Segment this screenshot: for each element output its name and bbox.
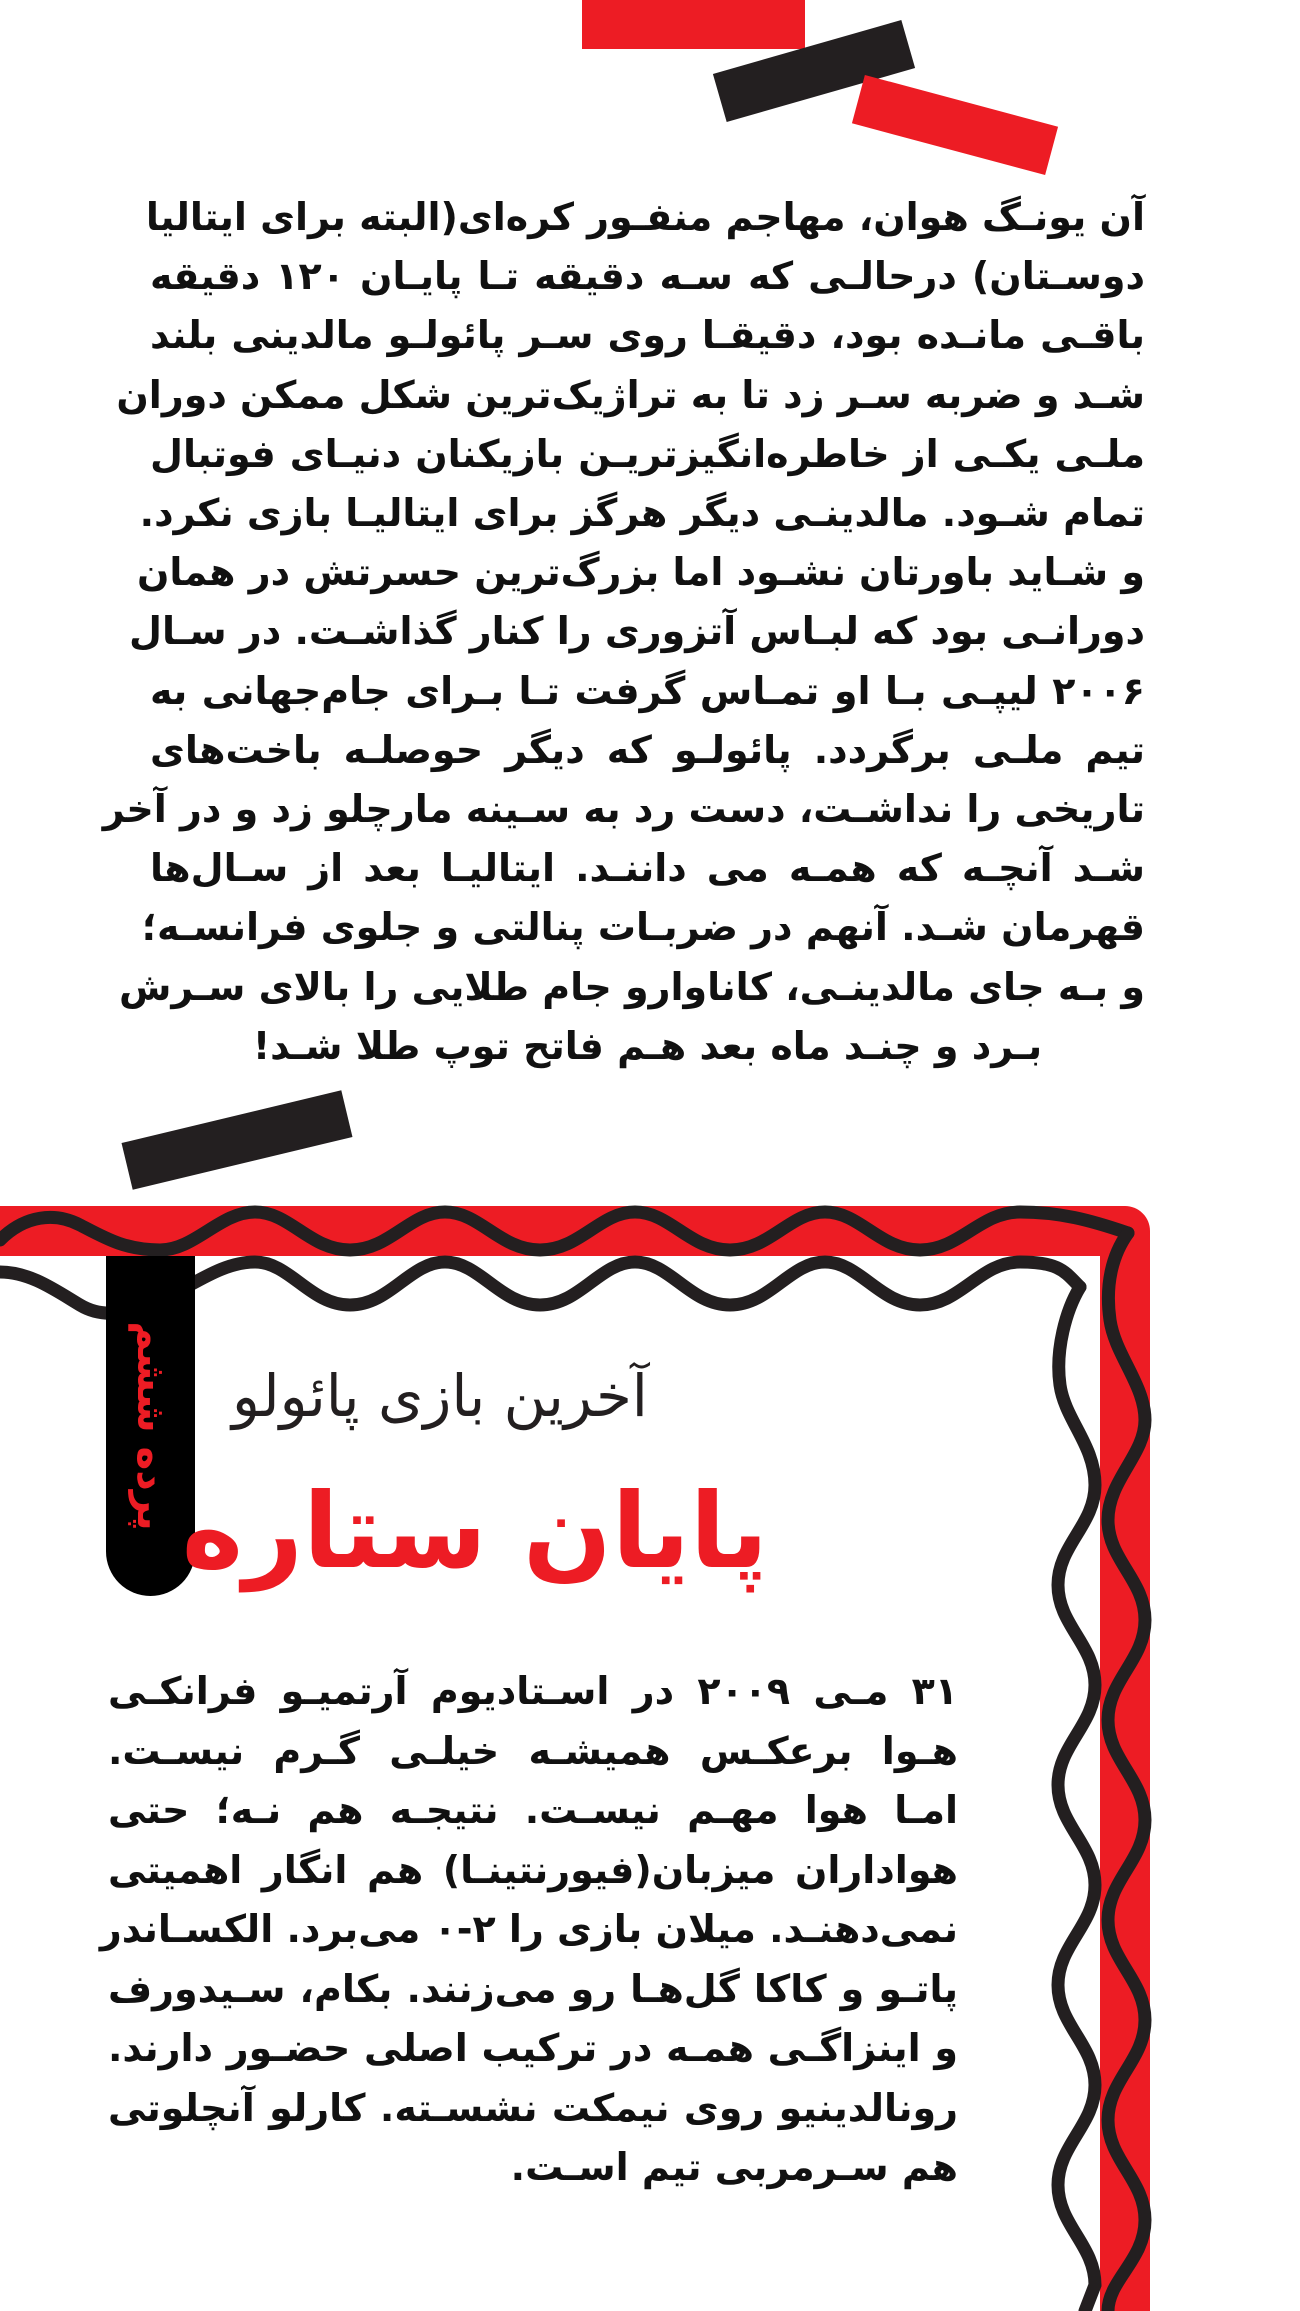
intro-line: تاریخی را نداشـت، دست رد به سـینه مارچلو زد و در آخر [102, 787, 1145, 832]
intro-line: آن یونـگ هوان، مهاجم منفـور کره‌ای(البته برای ایتالیا [145, 195, 1145, 239]
intro-line: دوسـتان) درحالـی که سـه دقیقه تـا پایـان ۱۲۰ دقیقه [150, 254, 1145, 299]
red-rectangle-decoration [582, 0, 805, 49]
black-slanted-bar-decoration [122, 1090, 353, 1189]
intro-line: باقـی مانـده بود، دقیقـا روی سـر پائولـو مالدینی بلند [150, 313, 1145, 358]
intro-line: قهرمان شـد. آنهم در ضربـات پنالتی و جلوی فرانسـه؛ [141, 905, 1145, 950]
intro-line: و بـه جای مالدینـی، کاناوارو جام طلایی را بالای سـرش [118, 964, 1145, 1009]
body-line: و اینزاگـی همـه در ترکیب اصلی حضـور دارند. [108, 2026, 958, 2070]
intro-line: شـد و ضربه سـر زد تا به تراژیک‌ترین شکل ممکن دوران [116, 372, 1145, 417]
intro-line: ملـی یکـی از خاطره‌انگیزتریـن بازیکنان دنیـای فوتبال [150, 431, 1145, 476]
section-title: پایان ستاره [181, 1470, 768, 1592]
body-line: امـا هوا مهـم نیسـت. نتیجـه هم نـه؛ حتی [108, 1788, 958, 1832]
body-line: نمی‌دهنـد. میلان بازی را ۲-۰ می‌برد. الکسـاندر [99, 1907, 958, 1951]
section-tab-label: پرده ششم [127, 1321, 174, 1531]
intro-line: دورانـی بود که لبـاس آتزوری را کنار گذاشـت. در سـال [129, 609, 1145, 654]
section-subtitle: آخرین بازی پائولو [232, 1362, 648, 1430]
intro-paragraph [102, 188, 1145, 1076]
body-line: رونالدینیو روی نیمکت نشسـته. کارلو آنچلوتی [108, 2085, 958, 2130]
body-line: ۳۱ مـی ۲۰۰۹ در اسـتادیوم آرتمیـو فرانکـی [108, 1669, 958, 1713]
body-line: هـوا برعکـس همیشـه خیلـی گـرم نیسـت. [108, 1728, 958, 1773]
body-line-last: هم سـرمربی تیم اسـت. [510, 2145, 958, 2189]
intro-line: ۲۰۰۶ لیپـی بـا او تمـاس گرفت تـا بـرای جام‌جهانی به [150, 668, 1145, 713]
intro-line: شـد آنچـه که همـه می داننـد. ایتالیـا بعد از سـال‌ها [150, 846, 1145, 891]
body-line: پاتـو و کاکا گل‌هـا رو می‌زنند. بکام، سـیدورف [108, 1966, 958, 2011]
red-slanted-bar-decoration [852, 75, 1058, 175]
body-line: هواداران میزبان(فیورنتینـا) هم انگار اهمیتی [108, 1847, 958, 1892]
body-paragraph [99, 1662, 958, 2198]
intro-line: تمام شـود. مالدینـی دیگر هرگز برای ایتالیـا بازی نکرد. [139, 491, 1145, 536]
intro-line: تیم ملـی برگردد. پائولـو که دیگر حوصلـه باخت‌های [150, 727, 1145, 772]
intro-line: و شـاید باورتان نشـود اما بزرگ‌ترین حسرتش در همان [136, 550, 1145, 595]
intro-line-last: بـرد و چنـد ماه بعد هـم فاتح توپ طلا شـد! [252, 1023, 1043, 1068]
